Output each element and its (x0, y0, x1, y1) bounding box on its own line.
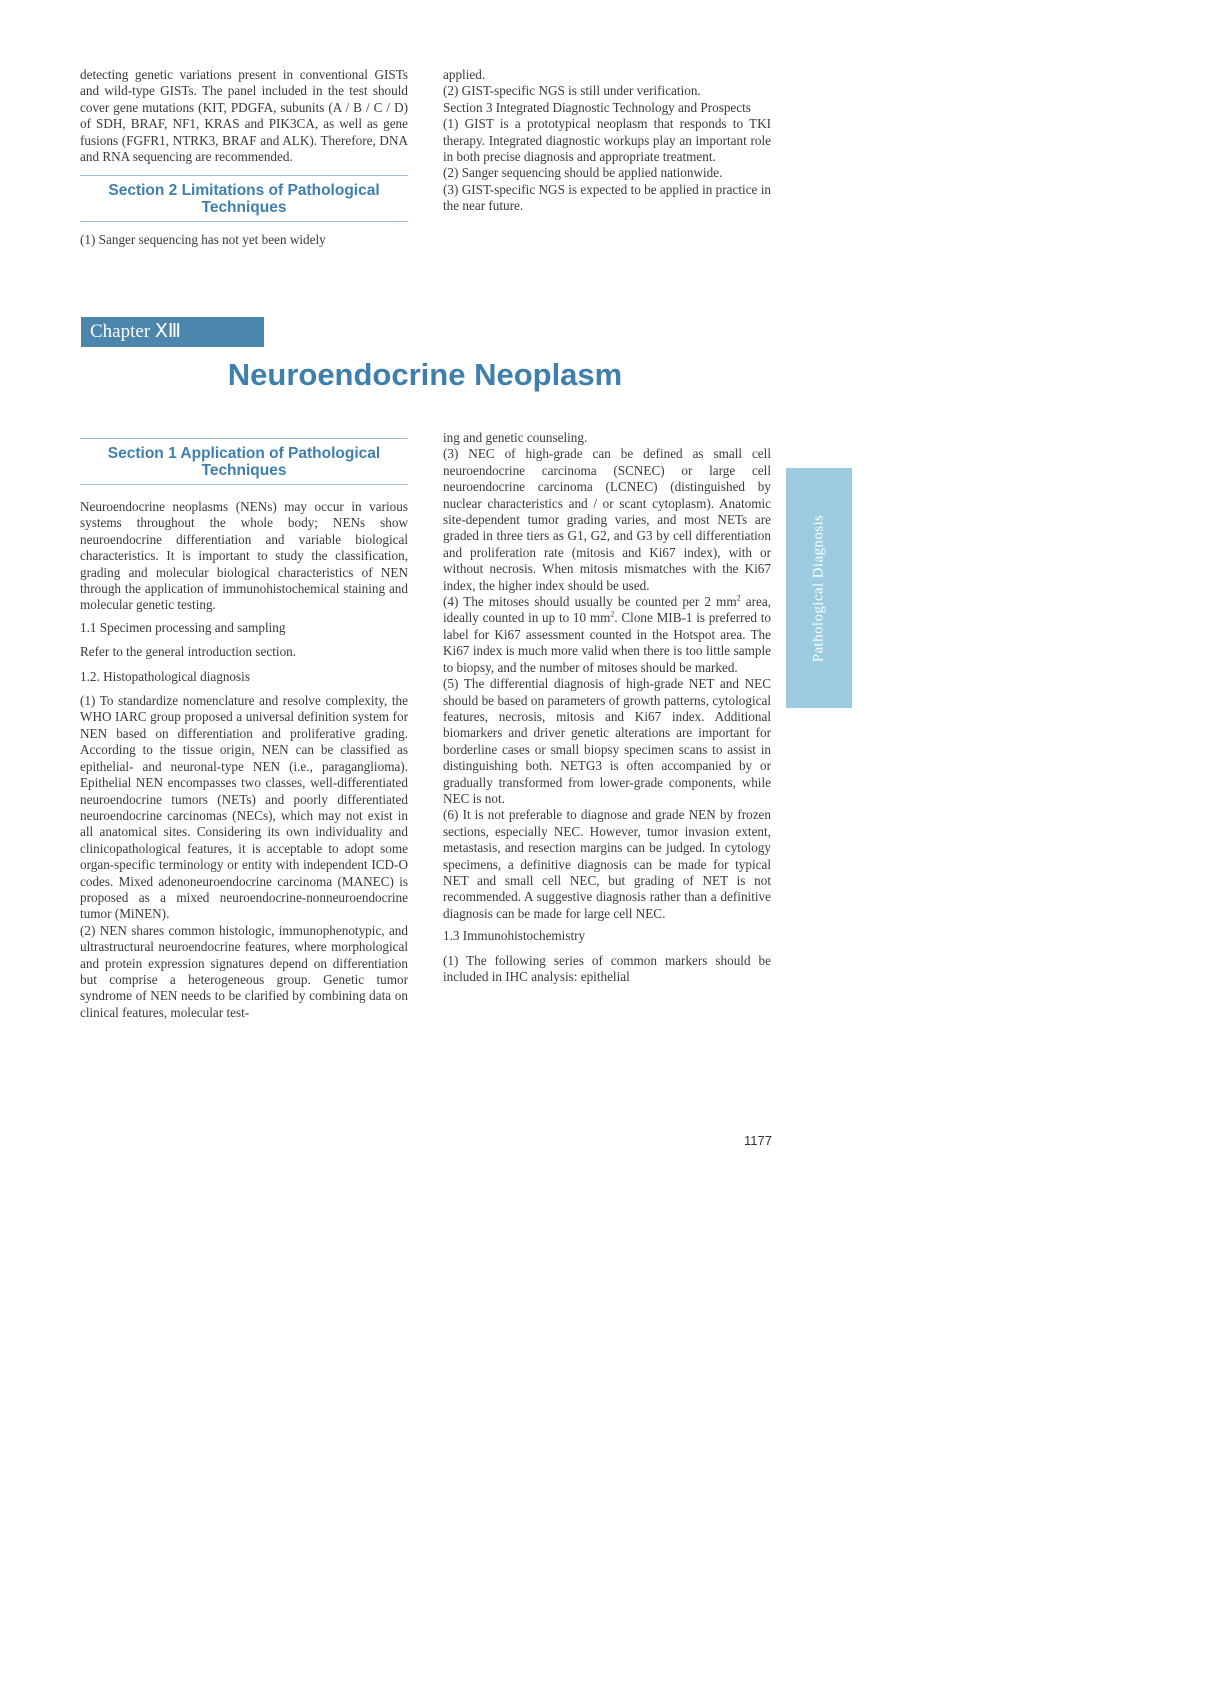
intro-paragraph: Neuroendocrine neoplasms (NENs) may occur in various systems throughout the whole body; NENs show neuroendocrine differentiation and variable biological characteristics. It is important to study the classification, grading and molecular biological characteristics of NEN through the application of immunohistochemical staining and molecular genetic testing. (80, 499, 408, 613)
section-2-heading: Section 2 Limitations of Pathological Techniques (80, 175, 408, 222)
paragraph-4 (443, 594, 771, 676)
paragraph-1: (1) To standardize nomenclature and resolve complexity, the WHO IARC group proposed a universal definition system for NEN based on differentiation and proliferative grading. According to the tissue origin, NEN can be classified as epithelial- and neuronal-type NEN (i.e., paraganglioma). Epithelial NEN encompasses two classes, well-differentiated neuroendocrine tumors (NETs) and poorly differentiated neuroendocrine carcinomas (NECs), which may not exist in all anatomical sites. Considering its own individuality and clinicopathological features, it is acceptable to adopt some organ-specific terminology or entity with independent ICD-O codes. Mixed adenoneuroendocrine carcinoma (MANEC) is proposed as a mixed neuroendocrine-nonneuroendocrine tumor (MiNEN). (80, 693, 408, 922)
right-column (443, 430, 771, 985)
subheading-1-3: 1.3 Immunohistochemistry (443, 928, 586, 944)
text-line: applied. (443, 67, 486, 82)
paragraph-3: (3) NEC of high-grade can be defined as small cell neuroendocrine carcinoma (SCNEC) or large cell neuroendocrine carcinoma (LCNEC) (distinguished by nuclear characteristics and / or scant cytoplasm). Anatomic site-dependent tumor grading varies, and most NETs are graded in three tiers as G1, G2, and G3 by cell differentiation and proliferation rate (mitosis and Ki67 index), with or without necrosis. When mitosis mismatches with the Ki67 index, the higher index should be used. (443, 446, 771, 593)
text-run: area, ideally counted in up to 10 mm (443, 594, 771, 626)
superscript: 2 (610, 610, 615, 620)
chapter-label: Chapter ⅩⅢ (81, 317, 264, 347)
text-line: (2) GIST-specific NGS is still under verification. (443, 83, 701, 99)
text-line: (3) GIST-specific NGS is expected to be applied in practice in the near future. (443, 181, 771, 214)
side-tab-label: Pathological Diagnosis (810, 514, 827, 662)
gist-paragraph: detecting genetic variations present in conventional GISTs and wild-type GISTs. The panel included in the test should cover gene mutations (KIT, PDGFA, subunits (A / B / C / D) of SDH, BRAF, NF1, KRAS and PIK3CA, as well as gene fusions (FGFR1, NTRK3, BRAF and ALK). Therefore, DNA and RNA sequencing are recommended. (80, 67, 408, 165)
superscript: 2 (736, 593, 741, 603)
paragraph-6: (6) It is not preferable to diagnose and grade NEN by frozen sections, especially NEC. However, tumor invasion extent, metastasis, and resection margins can be judged. In cytology specimens, a definitive diagnosis can be made for typical NET and small cell NEC, but grading of NET is not recommended. A suggestive diagnosis rather than a definitive diagnosis can be made for large cell NEC. (443, 807, 771, 921)
page-number: 1177 (744, 1133, 772, 1148)
subheading-1-2: 1.2. Histopathological diagnosis (80, 668, 250, 684)
text-run: . Clone MIB-1 is preferred to label for Ki67 assessment counted in the Hotspot area. The Ki67 index is much more valid when there is too little sample to biopsy, and the number of mitoses should be marked. (443, 610, 771, 675)
reference-text: Refer to the general introduction section. (80, 644, 297, 660)
section-1-heading: Section 1 Application of Pathological Techniques (80, 438, 408, 485)
section-3-heading: Section 3 Integrated Diagnostic Technology and Prospects (443, 99, 751, 115)
paragraph-5: (5) The differential diagnosis of high-grade NET and NEC should be based on parameters of growth patterns, cytological features, necrosis, mitosis and Ki67 index. Additional biomarkers and driver genetic alterations are important for borderline cases or small biopsy specimen scans to assist in distinguishing both. NETG3 is often accompanied by or gradually transformed from lower-grade components, while NEC is not. (443, 676, 771, 806)
chapter-title: Neuroendocrine Neoplasm (227, 357, 623, 392)
left-column (80, 432, 408, 1021)
paragraph-2: (2) NEN shares common histologic, immunophenotypic, and ultrastructural neuroendocrine features, where morphological and protein expression signatures depend on differentiation but comprise a heterogeneous group. Genetic tumor syndrome of NEN needs to be clarified by combining data on clinical features, molecular test- (80, 922, 408, 1020)
limitations-paragraph: (1) Sanger sequencing has not yet been widely (80, 232, 326, 248)
top-left-column (80, 67, 408, 249)
paragraph-continuation: ing and genetic counseling. (443, 430, 588, 445)
text-run: (4) The mitoses should usually be counted per 2 mm (443, 594, 737, 610)
text-line: (1) GIST is a prototypical neoplasm that responds to TKI therapy. Integrated diagnostic workups play an important role in both precise diagnosis and appropriate treatment. (443, 116, 771, 165)
paragraph-7: (1) The following series of common markers should be included in IHC analysis: epithelial (443, 952, 771, 984)
side-tab (786, 468, 852, 708)
subheading-1-1: 1.1 Specimen processing and sampling (80, 619, 286, 635)
top-right-column (443, 67, 771, 215)
text-line: (2) Sanger sequencing should be applied nationwide. (443, 165, 723, 181)
